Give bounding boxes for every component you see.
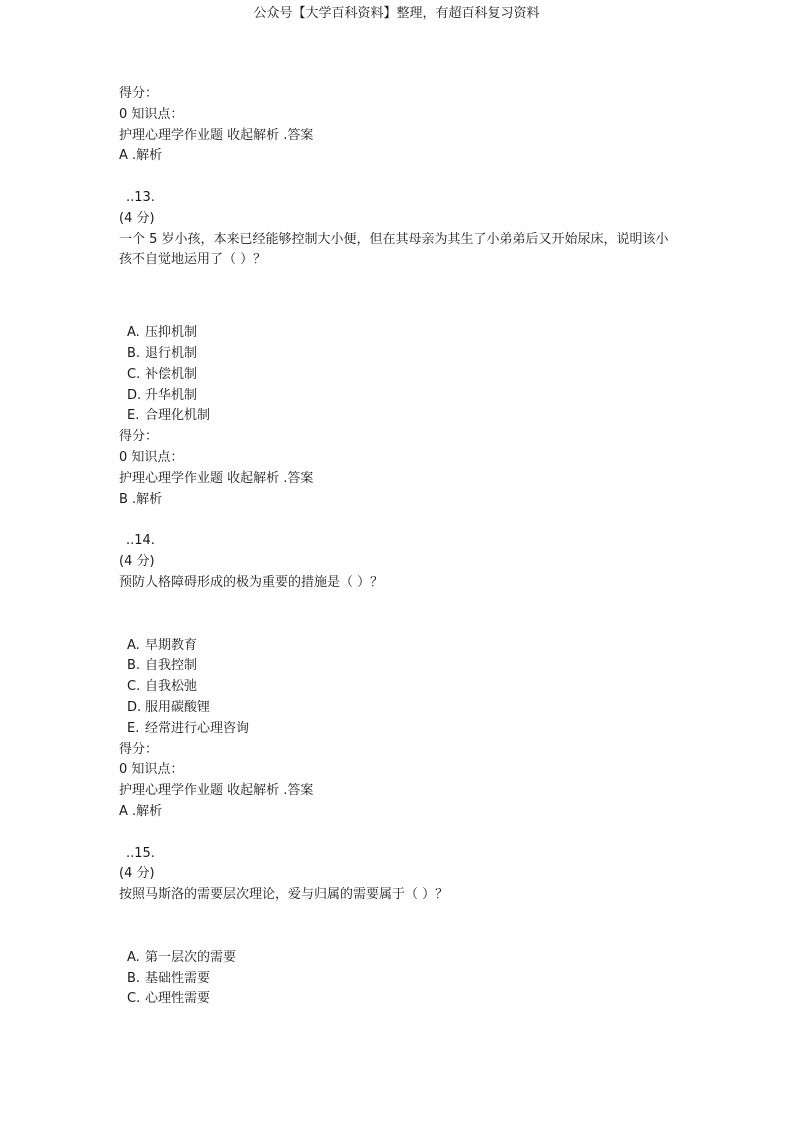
option-letter: A. (127, 637, 140, 653)
answer-line: A .解析 (119, 803, 163, 819)
question-points: (4 分) (119, 210, 155, 226)
option-a[interactable] (119, 636, 719, 657)
option-letter: D. (127, 699, 142, 715)
option-a[interactable] (119, 323, 719, 344)
option-text: 基础性需要 (145, 970, 211, 986)
score-label: 得分： (119, 86, 159, 101)
option-letter: A. (127, 949, 140, 965)
course-answer-line: 护理心理学作业题 收起解析 .答案 (119, 470, 314, 486)
question-15 (119, 844, 719, 1011)
score-knowledge-line: 0 知识点： (119, 449, 184, 465)
score-label: 得分： (119, 429, 159, 445)
course-answer-line: 护理心理学作业题 收起解析 .答案 (119, 127, 314, 143)
option-text: 退行机制 (145, 345, 198, 361)
option-d[interactable] (119, 386, 719, 407)
option-b[interactable] (119, 969, 719, 990)
option-d[interactable] (119, 698, 719, 719)
option-text: 补偿机制 (145, 366, 198, 382)
question-13 (119, 188, 719, 531)
question-text: 预防人格障碍形成的极为重要的措施是（ ）？ (119, 574, 384, 590)
score-label: 得分： (119, 741, 159, 757)
question-points: (4 分) (119, 866, 155, 882)
option-c[interactable] (119, 989, 719, 1010)
page-header: 公众号【大学百科资料】整理，有超百科复习资料 (253, 6, 540, 21)
option-letter: C. (127, 679, 141, 695)
option-letter: B. (127, 658, 141, 674)
question-14 (119, 531, 719, 843)
option-text: 第一层次的需要 (145, 949, 237, 965)
option-letter: B. (127, 970, 141, 986)
option-e[interactable] (119, 719, 719, 740)
answer-line: B .解析 (119, 491, 163, 507)
question-number: ..15. (126, 845, 155, 861)
question-number: ..13. (126, 189, 155, 205)
option-e[interactable] (119, 406, 719, 427)
option-letter: B. (127, 345, 141, 361)
answer-line: A .解析 (119, 148, 163, 164)
course-answer-line: 护理心理学作业题 收起解析 .答案 (119, 783, 314, 799)
question-text: 一个 5 岁小孩，本来已经能够控制大小便，但在其母亲为其生了小弟弟后又开始尿床，说明该小孩不自觉地运用了（ ）？ (119, 231, 669, 268)
option-b[interactable] (119, 656, 719, 677)
option-letter: D. (127, 387, 142, 403)
option-letter: C. (127, 366, 141, 382)
question-number: ..14. (126, 533, 155, 549)
option-letter: E. (127, 408, 140, 424)
option-a[interactable] (119, 948, 719, 969)
question-points: (4 分) (119, 553, 155, 569)
score-knowledge-line: 0 知识点： (119, 106, 184, 122)
option-b[interactable] (119, 344, 719, 365)
score-knowledge-line: 0 知识点： (119, 762, 184, 778)
option-c[interactable] (119, 677, 719, 698)
question-text: 按照马斯洛的需要层次理论，爱与归属的需要属于（ ）？ (119, 887, 449, 903)
option-text: 服用碳酸锂 (145, 699, 211, 715)
option-text: 压抑机制 (145, 325, 198, 341)
option-text: 自我控制 (145, 658, 198, 674)
option-text: 心理性需要 (145, 991, 211, 1007)
option-letter: A. (127, 325, 140, 341)
option-letter: E. (127, 720, 140, 736)
option-c[interactable] (119, 365, 719, 386)
option-text: 经常进行心理咨询 (145, 720, 250, 736)
option-letter: C. (127, 991, 141, 1007)
option-text: 自我松弛 (145, 679, 198, 695)
option-text: 合理化机制 (145, 408, 211, 424)
document-body (119, 84, 719, 1010)
option-text: 升华机制 (145, 387, 198, 403)
option-text: 早期教育 (145, 637, 198, 653)
